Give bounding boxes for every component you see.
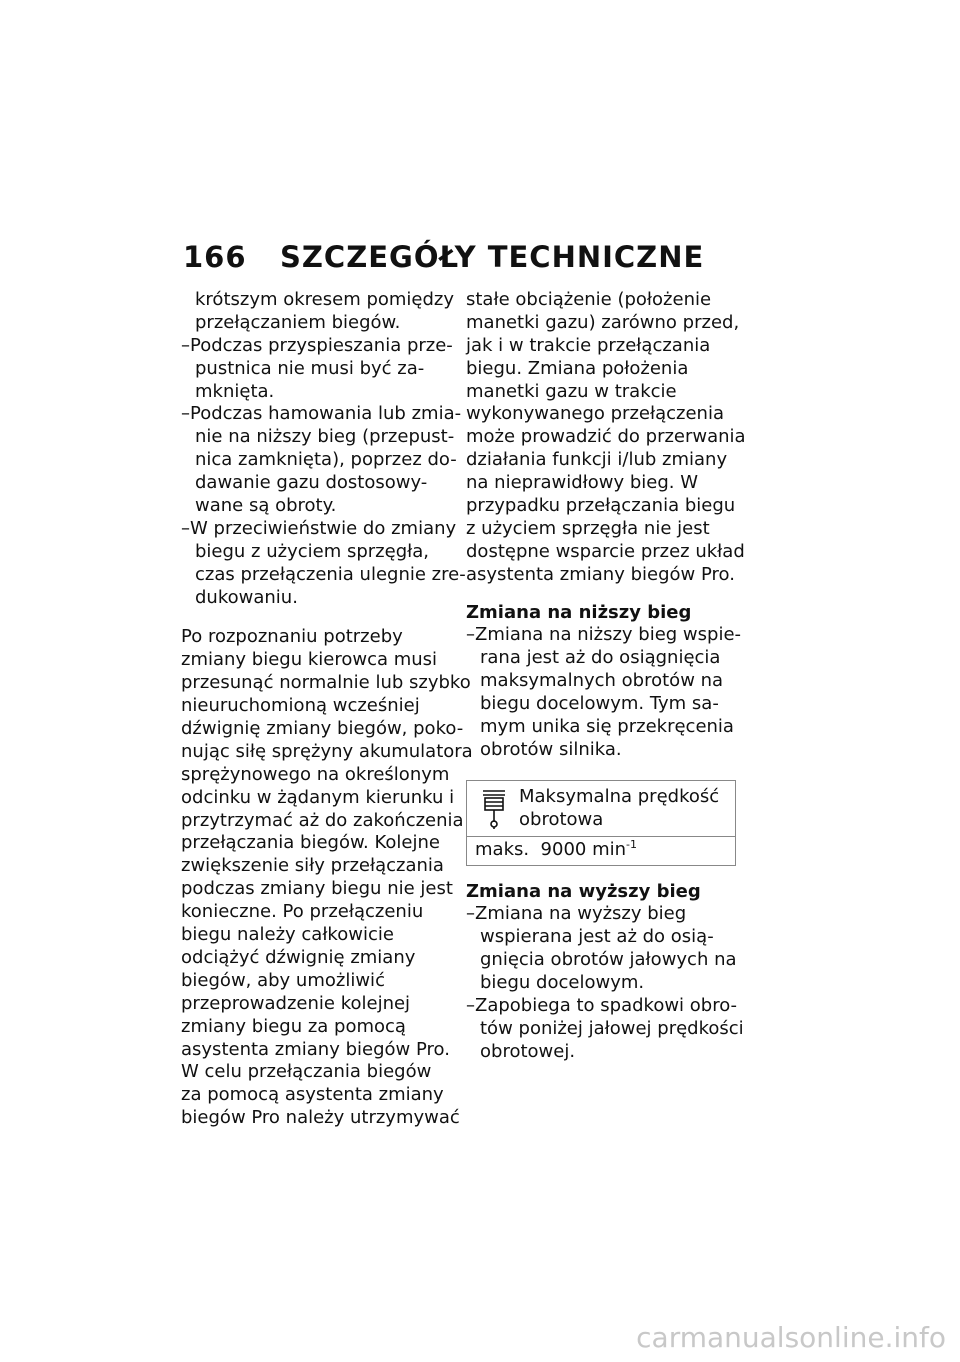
text-line: krótszym okresem pomiędzy xyxy=(195,289,455,310)
bullet-line: –Podczas hamowania lub zmia- xyxy=(181,403,462,425)
spec-value-prefix: maks. xyxy=(475,838,530,860)
text-line: asystenta zmiany biegów Pro. xyxy=(181,1038,450,1060)
text-line: Po rozpoznaniu potrzeby xyxy=(181,626,403,648)
text-line: przełączaniem biegów. xyxy=(195,311,401,333)
bullet-item xyxy=(466,903,738,995)
bullet-line: obrotów silnika. xyxy=(480,738,622,760)
text-line: dźwignię zmiany biegów, poko- xyxy=(181,718,464,740)
spec-unit-exponent: -1 xyxy=(626,837,638,851)
text-line: zmiany biegu za pomocą xyxy=(181,1015,406,1037)
text-line: może prowadzić do przerwania xyxy=(466,426,746,448)
left-column xyxy=(181,289,473,1130)
text-line: wykonywanego przełączenia xyxy=(466,403,724,425)
text-line: manetki gazu) zarówno przed, xyxy=(466,311,740,333)
text-line: na nieprawidłowy bieg. W xyxy=(466,472,699,494)
bullet-line: dawanie gazu dostosowy- xyxy=(195,472,428,494)
bullet-line: mknięta. xyxy=(195,380,275,402)
text-line: odciążyć dźwignię zmiany xyxy=(181,946,416,968)
bullet-line: wane są obroty. xyxy=(195,495,337,517)
text-line: manetki gazu w trakcie xyxy=(466,380,677,402)
watermark[interactable]: carmanualsonline.info xyxy=(636,1321,946,1354)
bullet-line: rana jest aż do osiągnięcia xyxy=(480,647,721,669)
text-line: podczas zmiany biegu nie jest xyxy=(181,878,453,900)
spec-value: 9000 xyxy=(540,838,587,860)
bullet-line: nie na niższy bieg (przepust- xyxy=(195,426,455,448)
spec-label-line: obrotowa xyxy=(519,808,604,830)
bullet-line: biegu docelowym. Tym sa- xyxy=(480,693,719,715)
upshift-heading: Zmiana na wyższy bieg xyxy=(466,880,701,902)
text-line: W celu przełączania biegów xyxy=(181,1061,432,1083)
text-line: stałe obciążenie (położenie xyxy=(466,289,712,310)
spec-table xyxy=(466,780,736,866)
bullet-line: dukowaniu. xyxy=(195,586,298,608)
bullet-line: –Zapobiega to spadkowi obro- xyxy=(466,994,738,1016)
text-line: przełączania biegów. Kolejne xyxy=(181,832,440,854)
bullet-line: obrotowej. xyxy=(480,1040,576,1062)
bullet-line: –Zmiana na niższy bieg wspie- xyxy=(466,624,742,646)
bullet-item xyxy=(181,403,462,517)
bullet-line: mym unika się przekręcenia xyxy=(480,716,734,738)
text-line: biegów, aby umożliwić xyxy=(181,969,385,991)
bullet-line: biegu z użyciem sprzęgła, xyxy=(195,540,429,562)
right-column xyxy=(466,289,746,1064)
text-line: jak i w trakcie przełączania xyxy=(466,334,711,356)
bullet-line: maksymalnych obrotów na xyxy=(480,670,724,692)
text-line: nując siłę sprężyny akumulatora xyxy=(181,740,473,762)
bullet-line: wspierana jest aż do osią- xyxy=(480,926,714,948)
piston-icon xyxy=(479,786,509,830)
text-line: konieczne. Po przełączeniu xyxy=(181,901,424,923)
text-line: biegu. Zmiana położenia xyxy=(466,357,689,379)
spec-header xyxy=(467,781,735,837)
bullet-line: gnięcia obrotów jałowych na xyxy=(480,949,737,971)
text-line: działania funkcji i/lub zmiany xyxy=(466,449,728,471)
bullet-item xyxy=(181,517,466,610)
text-line: asystenta zmiany biegów Pro. xyxy=(466,563,735,585)
text-line: zmiany biegu kierowca musi xyxy=(181,649,438,671)
bullet-line: –W przeciwieństwie do zmiany xyxy=(181,517,457,539)
text-line: sprężynowego na określonym xyxy=(181,763,450,785)
bullet-line: czas przełączenia ulegnie zre- xyxy=(195,563,466,585)
text-line: przesunąć normalnie lub szybko xyxy=(181,672,471,694)
bullet-line: biegu docelowym. xyxy=(480,972,645,994)
text-line: biegów Pro należy utrzymywać xyxy=(181,1107,460,1129)
paragraph xyxy=(466,289,746,587)
text-line: z użyciem sprzęgła nie jest xyxy=(466,517,710,539)
downshift-heading: Zmiana na niższy bieg xyxy=(466,601,692,623)
spec-label-line: Maksymalna prędkość xyxy=(519,785,720,807)
text-line: przytrzymać aż do zakończenia xyxy=(181,809,464,831)
spec-unit: min xyxy=(592,838,627,860)
text-line: przypadku przełączania biegu xyxy=(466,495,736,517)
text-line: dostępne wsparcie przez układ xyxy=(466,540,745,562)
bullet-item xyxy=(466,994,744,1064)
bullet-item xyxy=(181,335,453,404)
section-title: SZCZEGÓŁY TECHNICZNE xyxy=(280,240,705,274)
bullet-line: –Podczas przyspieszania prze- xyxy=(181,334,453,356)
bullet-line: pustnica nie musi być za- xyxy=(195,357,425,379)
paragraph xyxy=(181,626,473,1130)
bullet-line: tów poniżej jałowej prędkości xyxy=(480,1017,744,1039)
text-line: nieuruchomioną wcześniej xyxy=(181,695,420,717)
text-line: biegu należy całkowicie xyxy=(181,924,394,946)
text-line: zwiększenie siły przełączania xyxy=(181,855,444,877)
spec-value-row xyxy=(467,837,735,865)
bullet-line: –Zmiana na wyższy bieg xyxy=(466,903,687,925)
page-number: 166 xyxy=(183,240,247,274)
bullet-item xyxy=(466,624,742,761)
text-line: za pomocą asystenta zmiany xyxy=(181,1084,444,1106)
text-line: przeprowadzenie kolejnej xyxy=(181,992,411,1014)
bullet-line: nica zamknięta), poprzez do- xyxy=(195,449,457,471)
page-header xyxy=(183,240,704,274)
text-line: odcinku w żądanym kierunku i xyxy=(181,786,455,808)
